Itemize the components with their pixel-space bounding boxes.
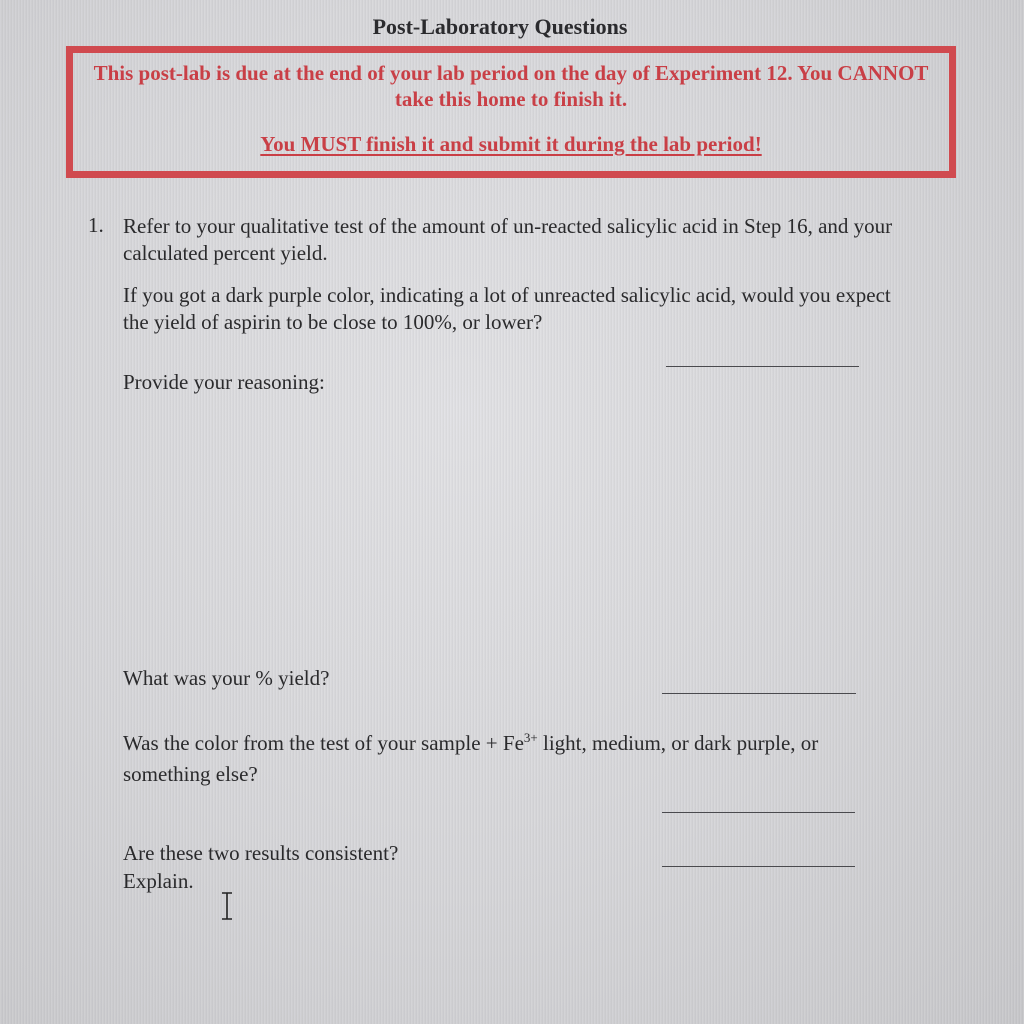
text-cursor-icon [220,892,234,920]
answer-line-color[interactable] [662,812,855,813]
question-prompt: If you got a dark purple color, indicating a lot of unreacted salicylic acid, would you expect the yield of aspirin to be close to 100%, or lower? [123,283,891,334]
question-number: 1. [88,213,104,237]
color-prompt [123,722,903,790]
answer-line-yield-expectation[interactable] [666,366,859,367]
due-notice-warning: You MUST finish it and submit it during the lab period! [260,132,762,156]
answer-line-consistent[interactable] [662,866,855,867]
explain-prompt: Explain. [123,869,194,893]
color-prompt-before: Was the color from the test of your sample + Fe [123,731,524,755]
iron-charge-superscript: 3+ [523,730,538,745]
color-prompt-after: light, medium, or dark purple, or something else? [123,731,819,786]
answer-line-yield[interactable] [662,693,856,694]
reasoning-prompt: Provide your reasoning: [123,370,325,394]
due-notice-text: This post-lab is due at the end of your lab period on the day of Experiment 12. You CANNOT take this home to finish it. [93,61,929,111]
page-title: Post-Laboratory Questions [372,14,628,39]
due-notice-box [66,46,956,178]
consistent-prompt: Are these two results consistent? [123,841,399,865]
yield-prompt: What was your % yield? [123,666,330,690]
question-intro: Refer to your qualitative test of the amount of un-reacted salicylic acid in Step 16, and your calculated percent yield. [123,214,893,265]
